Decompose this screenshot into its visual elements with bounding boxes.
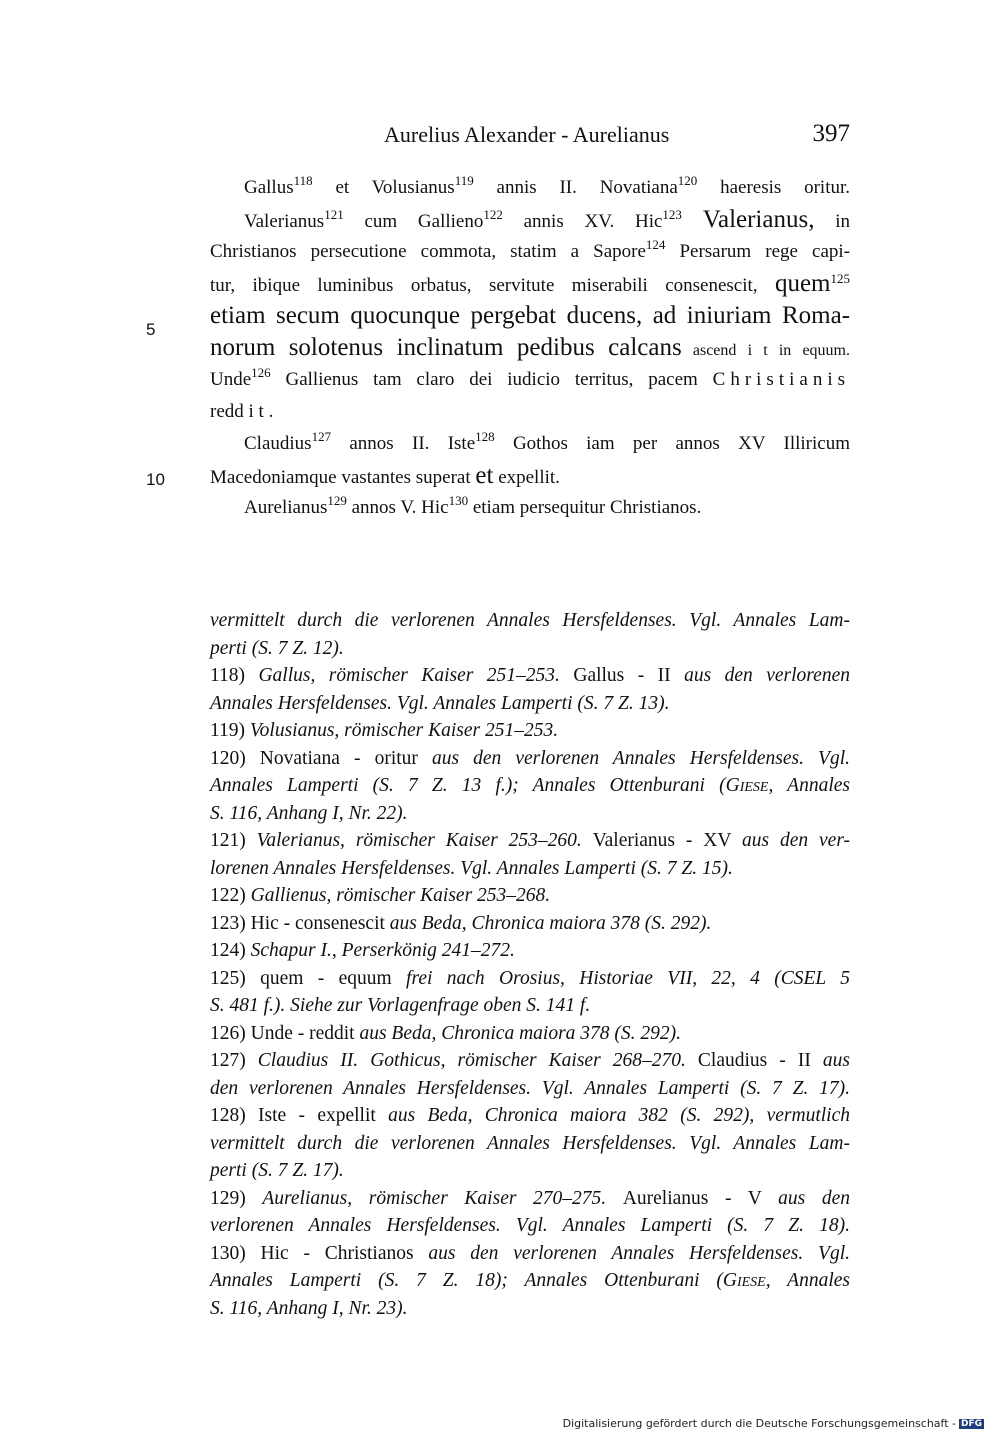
note-line: lorenen Annales Hersfeldenses. Vgl. Annales Lamperti (S. 7 Z. 15). <box>210 857 733 879</box>
footnote-ref-124: 124 <box>645 237 666 252</box>
text-line-7: Unde$^{126}$ Gallienus tam claro dei iudicio territus, pacem Christianis <box>210 365 850 390</box>
dfg-logo-icon: DFG <box>960 1419 982 1429</box>
footnote-ref-123: 123 <box>662 207 682 222</box>
main-text <box>210 172 850 524</box>
text-line-8: redd i t . <box>210 401 274 422</box>
note-line: S. 116, Anhang I, Nr. 22). <box>210 802 408 824</box>
footnote-ref-121: 121 <box>324 207 344 222</box>
footnotes <box>210 607 850 1322</box>
note-line: verlorenen Annales Hersfeldenses. Vgl. Annales Lamperti (S. 7 Z. 18). <box>210 1215 850 1236</box>
footnote-130: 130) Hic - Christianos aus den verlorenen Annales Hersfeldenses. Vgl. <box>210 1242 850 1264</box>
text-line-4: tur, ibique luminibus orbatus, servitute miserabili consenescit, quem$^{125}$ <box>210 270 850 297</box>
text-line-5: etiam secum quocunque pergebat ducens, ad iniuriam Roma- <box>210 302 850 329</box>
footnote-ref-122: 122 <box>483 207 503 222</box>
footnote-123: 123) Hic - consenescit aus Beda, Chronica maiora 378 (S. 292). <box>210 912 712 934</box>
footnote-125: 125) quem - equum frei nach Orosius, Historiae VII, 22, 4 (CSEL 5 <box>210 967 850 989</box>
text-line-2: Valerianus$^{121}$ cum Gallieno$^{122}$ annis XV. Hic$^{123}$ Valerianus, in <box>244 206 851 233</box>
page-number: 397 <box>812 120 850 147</box>
footnote-127: 127) Claudius II. Gothicus, römischer Kaiser 268–270. Claudius - II aus <box>210 1050 850 1071</box>
footnote-118: 118) Gallus, römischer Kaiser 251–253. Gallus - II aus den verlorenen <box>210 665 850 686</box>
running-title: Aurelius Alexander - Aurelianus <box>384 122 670 147</box>
footnote-ref-120: 120 <box>677 173 698 188</box>
text-line-9: Claudius$^{127}$ annos II. Iste$^{128}$ Gothos iam per annos XV Illiricum <box>244 429 850 454</box>
note-line: den verlorenen Annales Hersfeldenses. Vgl. Annales Lamperti (S. 7 Z. 17). <box>210 1077 850 1099</box>
footnote-120: 120) Novatiana - oritur aus den verlorenen Annales Hersfeldenses. Vgl. <box>210 747 850 769</box>
text-line-6: norum solotenus inclinatum pedibus calcans ascend i t in equum. <box>210 334 850 361</box>
note-line: Annales Lamperti (S. 7 Z. 18); Annales Ottenburani (Giese, Annales <box>210 1270 850 1291</box>
footnote-ref-129: 129 <box>327 493 347 508</box>
footnote-ref-127: 127 <box>311 429 332 444</box>
footnote-ref-118: 118 <box>293 173 313 188</box>
note-line: S. 481 f.). Siehe zur Vorlagenfrage oben S. 141 f. <box>210 995 591 1016</box>
footnote-ref-130: 130 <box>448 493 469 508</box>
text-line-11: Aurelianus$^{129}$ annos V. Hic$^{130}$ etiam persequitur Christianos. <box>244 493 702 518</box>
footnote-ref-119: 119 <box>454 173 474 188</box>
line-number-10: 10 <box>146 470 165 489</box>
footnote-119: 119) Volusianus, römischer Kaiser 251–253. <box>210 720 559 741</box>
note-line: S. 116, Anhang I, Nr. 23). <box>210 1297 408 1319</box>
footer-text: Digitalisierung gefördert durch die Deutsche Forschungsgemeinschaft - <box>562 1417 956 1430</box>
digitization-footer <box>563 1417 984 1430</box>
text-line-1: Gallus$^{118}$ et Volusianus$^{119}$ annis II. Novatiana$^{120}$ haeresis oritur. <box>244 173 851 198</box>
footnote-121: 121) Valerianus, römischer Kaiser 253–260. Valerianus - XV aus den ver- <box>210 830 851 851</box>
footnote-ref-125: 125 <box>830 271 850 286</box>
text-line-3: Christianos persecutione commota, statim a Sapore$^{124}$ Persarum rege capi- <box>210 237 850 262</box>
line-number-5: 5 <box>146 320 156 339</box>
note-line: perti (S. 7 Z. 12). <box>210 637 344 659</box>
note-line: Annales Hersfeldenses. Vgl. Annales Lamperti (S. 7 Z. 13). <box>210 692 670 714</box>
footnote-129: 129) Aurelianus, römischer Kaiser 270–275. Aurelianus - V aus den <box>210 1187 850 1209</box>
footnote-126: 126) Unde - reddit aus Beda, Chronica maiora 378 (S. 292). <box>210 1022 682 1044</box>
page-header <box>210 122 850 156</box>
footnote-ref-128: 128 <box>475 429 495 444</box>
footnote-ref-126: 126 <box>251 365 271 380</box>
text-line-10: Macedoniamque vastantes superat et expellit. <box>210 462 560 489</box>
note-line: vermittelt durch die verlorenen Annales Hersfeldenses. Vgl. Annales Lam- <box>210 610 850 631</box>
note-line: perti (S. 7 Z. 17). <box>210 1160 344 1181</box>
footnote-124: 124) Schapur I., Perserkönig 241–272. <box>210 940 515 961</box>
note-line: vermittelt durch die verlorenen Annales Hersfeldenses. Vgl. Annales Lam- <box>210 1132 850 1154</box>
footnote-128: 128) Iste - expellit aus Beda, Chronica maiora 382 (S. 292), vermutlich <box>210 1105 850 1126</box>
footnote-122: 122) Gallienus, römischer Kaiser 253–268. <box>210 885 551 906</box>
note-line: Annales Lamperti (S. 7 Z. 13 f.); Annales Ottenburani (Giese, Annales <box>210 775 850 796</box>
